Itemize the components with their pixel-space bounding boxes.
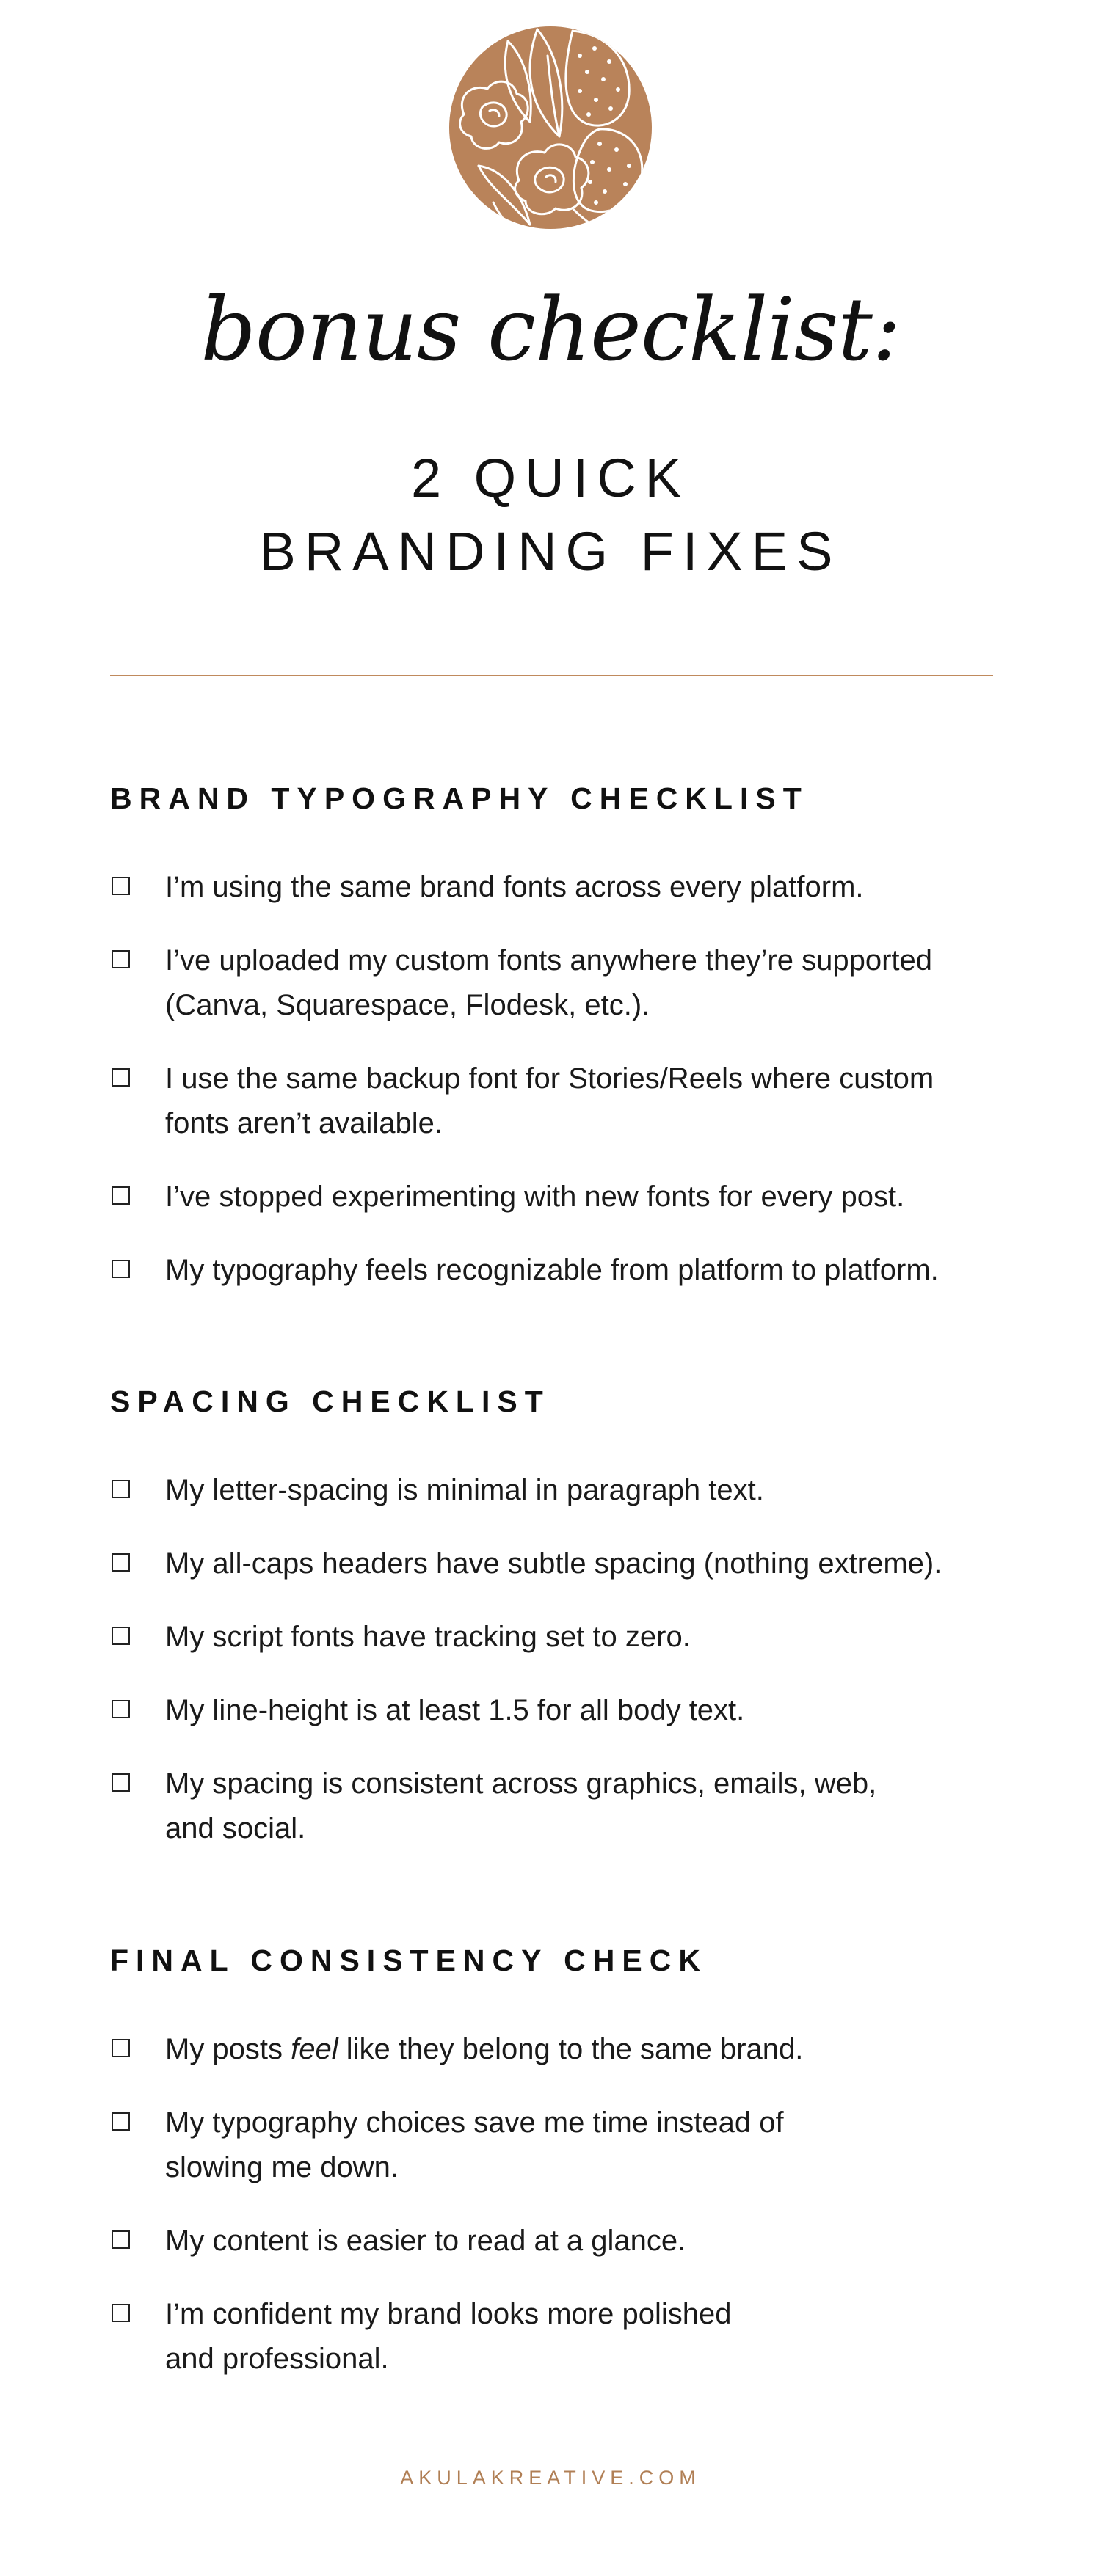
checklist-item-text: My typography choices save me time instead of slowing me down.: [165, 2106, 784, 2183]
checklist-item[interactable]: [110, 1468, 1013, 1513]
checklist-item-text: I’m using the same brand fonts across every platform.: [165, 871, 864, 903]
section-heading: FINAL CONSISTENCY CHECK: [110, 1944, 708, 1977]
main-title: [0, 442, 1101, 588]
checkbox-icon[interactable]: [112, 1627, 130, 1645]
divider: [110, 675, 993, 676]
checklist-item-text: My posts feel like they belong to the same brand.: [165, 2033, 804, 2065]
checklist-item[interactable]: [110, 938, 1013, 1028]
script-title: bonus checklist:: [200, 279, 901, 380]
checklist-item[interactable]: [110, 2219, 1013, 2263]
checklist-item[interactable]: [110, 2292, 1013, 2382]
checklist-item-text: My line-height is at least 1.5 for all body text.: [165, 1694, 745, 1726]
section-final-consistency: [110, 1946, 1013, 2410]
footer-website: AKULAKREATIVE.COM: [400, 2467, 701, 2489]
main-title-line-1: 2 QUICK: [410, 448, 691, 508]
section-heading: BRAND TYPOGRAPHY CHECKLIST: [110, 781, 809, 815]
checkbox-icon[interactable]: [112, 2039, 130, 2057]
checkbox-icon[interactable]: [112, 1260, 130, 1278]
section-heading: SPACING CHECKLIST: [110, 1384, 550, 1418]
checkbox-icon[interactable]: [112, 2304, 130, 2322]
floral-circle-logo-icon: [449, 26, 652, 229]
checklist-item[interactable]: [110, 1248, 1013, 1293]
checklist-item-text: My typography feels recognizable from platform to platform.: [165, 1254, 939, 1286]
checklist-item-text: I use the same backup font for Stories/Reels where custom fonts aren’t available.: [165, 1062, 934, 1139]
checklist-item[interactable]: [110, 1541, 1013, 1586]
checkbox-icon[interactable]: [112, 2112, 130, 2131]
section-spacing: [110, 1384, 1013, 1880]
checkbox-icon[interactable]: [112, 1480, 130, 1498]
checklist-item[interactable]: [110, 1057, 1013, 1146]
checklist-item-text: My content is easier to read at a glance.: [165, 2225, 686, 2257]
checklist-item[interactable]: [110, 2101, 1013, 2190]
checklist-item[interactable]: [110, 1615, 1013, 1660]
checklist-item-text: I’ve uploaded my custom fonts anywhere they’re supported (Canva, Squarespace, Flodesk, etc.).: [165, 944, 933, 1021]
checkbox-icon[interactable]: [112, 1700, 130, 1718]
checkbox-icon[interactable]: [112, 1068, 130, 1087]
checkbox-icon[interactable]: [112, 1553, 130, 1572]
checkbox-icon[interactable]: [112, 2230, 130, 2249]
checklist-item-text: My script fonts have tracking set to zero.: [165, 1621, 691, 1653]
checkbox-icon[interactable]: [112, 1773, 130, 1792]
checklist-item-text: My letter-spacing is minimal in paragraph text.: [165, 1474, 764, 1506]
checklist-item[interactable]: [110, 1762, 1013, 1851]
checklist-item-text: My all-caps headers have subtle spacing (nothing extreme).: [165, 1547, 942, 1580]
checklist-item-text: I’m confident my brand looks more polished and professional.: [165, 2298, 732, 2375]
checklist-item[interactable]: [110, 865, 1013, 910]
section-brand-typography: [110, 781, 1013, 1321]
checkbox-icon[interactable]: [112, 950, 130, 968]
checklist-item-text: I’ve stopped experimenting with new fonts for every post.: [165, 1181, 905, 1213]
checklist-item[interactable]: [110, 2027, 1013, 2072]
checklist-item[interactable]: [110, 1688, 1013, 1733]
checkbox-icon[interactable]: [112, 1186, 130, 1205]
main-title-line-2: BRANDING FIXES: [259, 521, 842, 582]
checkbox-icon[interactable]: [112, 877, 130, 895]
checklist-item-text: My spacing is consistent across graphics, emails, web, and social.: [165, 1767, 877, 1845]
checklist-item[interactable]: [110, 1175, 1013, 1219]
